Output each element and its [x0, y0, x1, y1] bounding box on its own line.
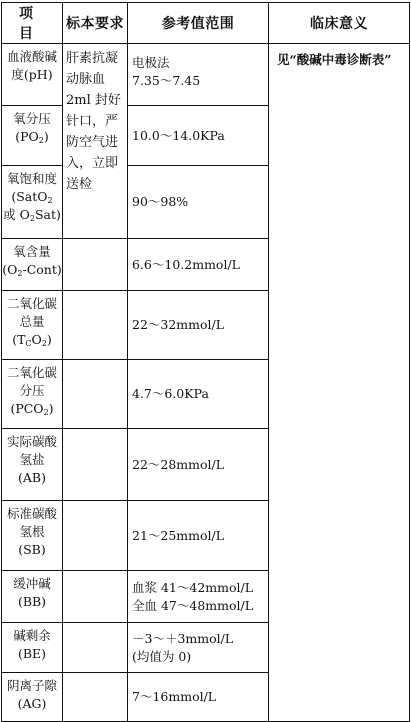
item-line: 实际碳酸	[6, 434, 57, 449]
reference-line: 21～25mmol/L	[132, 527, 225, 543]
item-line: 阴离子隙	[6, 678, 57, 693]
significance-text: 见“酸碱中毒诊断表”	[277, 52, 392, 67]
item-line: 或 $O_2Sat$)	[3, 207, 61, 223]
header-requirement: 标本要求	[63, 3, 128, 44]
item-line: 标准碳酸	[6, 506, 57, 521]
requirement-empty-cell	[63, 429, 128, 501]
requirement-empty-cell	[63, 571, 128, 623]
item-line: 二氧化碳	[6, 296, 57, 311]
requirement-line: 动脉血	[66, 72, 106, 87]
item-cell	[2, 360, 63, 429]
item-cell	[2, 623, 63, 673]
reference-line: 血浆 41～42mmol/L	[132, 579, 254, 595]
item-line: 血液酸碱	[6, 49, 57, 64]
requirement-empty-cell	[63, 623, 128, 673]
item-line: 氧饱和度	[6, 171, 57, 186]
reference-cell	[128, 360, 269, 429]
reference-line: 10.0～14.0KPa	[132, 127, 225, 143]
reference-line: 22～32mmol/L	[132, 317, 225, 332]
reference-line: 全血 47～48mmol/L	[132, 597, 254, 613]
item-line: (SatO$_2$	[11, 189, 53, 205]
reference-line: －3～＋3mmol/L	[132, 630, 234, 646]
item-line: 度(pH)	[11, 67, 53, 82]
requirement-line: 针口，严	[66, 114, 119, 129]
reference-line: 7～16mmol/L	[132, 689, 217, 704]
significance-cell	[269, 44, 410, 722]
reference-line: 6.6～10.2mmol/L	[132, 256, 240, 272]
requirement-line: 2ml 封好	[66, 93, 121, 108]
item-cell	[2, 106, 63, 166]
reference-cell	[128, 429, 269, 501]
requirement-empty-cell	[63, 501, 128, 571]
item-cell	[2, 429, 63, 501]
reference-cell	[128, 291, 269, 360]
item-cell	[2, 44, 63, 106]
reference-cell	[128, 623, 269, 673]
header-row	[2, 3, 410, 44]
item-cell	[2, 501, 63, 571]
item-line: $(PO_2)$	[15, 129, 49, 145]
reference-cell	[128, 166, 269, 239]
item-line: (SB)	[18, 542, 46, 557]
item-line: (BB)	[17, 594, 47, 609]
item-line: (AB)	[18, 470, 46, 485]
item-line: 氧含量	[13, 244, 51, 259]
reference-cell	[128, 571, 269, 623]
requirement-empty-cell	[63, 239, 128, 291]
requirement-line: 入，立即	[66, 156, 119, 171]
item-line: 缓冲碱	[13, 576, 51, 591]
reference-cell	[128, 239, 269, 291]
header-significance: 临床意义	[269, 3, 410, 44]
reference-line: 22～28mmol/L	[132, 456, 225, 472]
item-line: 二氧化碳	[6, 365, 57, 380]
item-cell	[2, 673, 63, 722]
item-line: 碱剩余	[13, 628, 51, 643]
reference-cell	[128, 673, 269, 722]
item-line: $(T_CO_2)$	[12, 332, 52, 348]
header-item: 项 目	[2, 3, 63, 44]
requirement-cell	[63, 44, 128, 239]
item-line: $(PCO_2)$	[10, 401, 54, 417]
item-cell	[2, 571, 63, 623]
requirement-empty-cell	[63, 291, 128, 360]
blood-gas-reference-table	[1, 2, 410, 722]
requirement-line: 肝素抗凝	[66, 51, 119, 66]
item-line: $(O_2-Cont)$	[2, 262, 62, 278]
requirement-line: 防空气进	[66, 135, 119, 150]
item-line: 分压	[19, 383, 45, 398]
item-line: (BE)	[17, 646, 47, 661]
reference-line: 4.7～6.0KPa	[132, 386, 209, 401]
table-row-ph	[2, 44, 410, 106]
item-cell	[2, 239, 63, 291]
item-line: 氧分压	[13, 111, 51, 126]
item-line: 总量	[19, 314, 45, 329]
requirement-line: 送检	[66, 177, 93, 192]
reference-cell	[128, 44, 269, 106]
reference-cell	[128, 106, 269, 166]
requirement-empty-cell	[63, 673, 128, 722]
item-cell	[2, 166, 63, 239]
reference-line: 7.35～7.45	[132, 73, 201, 88]
header-reference: 参考值范围	[128, 3, 269, 44]
reference-line: (均值为 0)	[132, 648, 192, 664]
item-line: 氢根	[19, 524, 45, 539]
item-cell	[2, 291, 63, 360]
requirement-empty-cell	[63, 360, 128, 429]
item-line: (AG)	[17, 696, 47, 711]
item-line: 氢盐	[19, 452, 45, 467]
reference-line: 90～98%	[132, 194, 189, 209]
reference-cell	[128, 501, 269, 571]
reference-line: 电极法	[132, 55, 170, 70]
